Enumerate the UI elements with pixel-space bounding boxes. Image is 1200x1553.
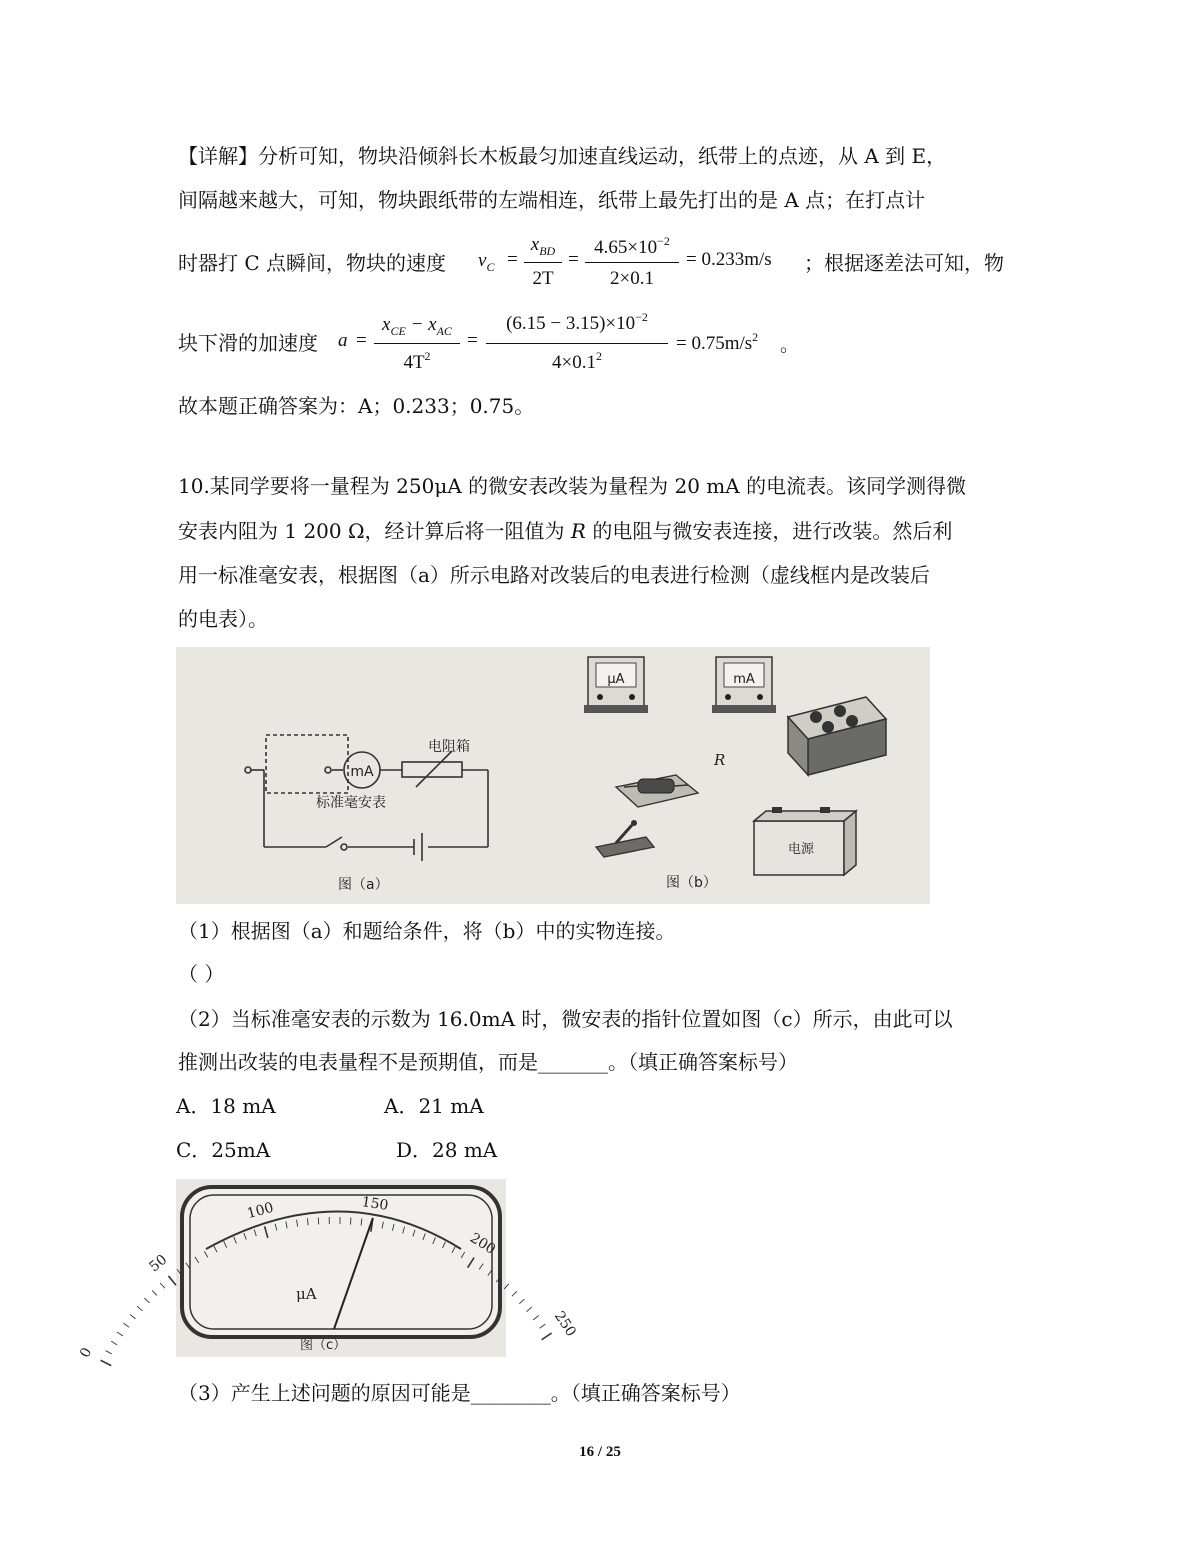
power-label: 电源 [788,842,815,857]
figure-ab-drawing [176,647,930,904]
resistance-box-device [788,697,886,775]
gauge-unit: μA [296,1285,317,1303]
gauge-tick [111,1341,117,1345]
explanation-line-3-pre: 时器打 C 点瞬间，物块的速度 [178,251,447,275]
gauge-tick [512,1291,517,1296]
accel-lhs: a [338,330,348,351]
ma-device-label: mA [733,672,755,687]
option-c: C．25mA [176,1138,271,1162]
gauge-tick [106,1351,112,1354]
r-label: R [714,751,726,769]
subquestion-2-line-1: （2）当标准毫安表的示数为 16.0mA 时，微安表的指针位置如图（c）所示，由此可以 [178,1007,953,1031]
vc-den-2: 2×0.1 [610,268,654,289]
question-10-line-2: 安表内阻为 1 200 Ω，经计算后将一阻值为 R 的电阻与微安表连接，进行改装。然后利 [178,519,953,543]
explanation-line-3-post: ；根据逐差法可知，物 [804,251,1004,275]
gauge-tick [101,1360,112,1365]
gauge-tick [542,1333,552,1340]
accel-num-1: $x_{CE} - x_{AC}$ [382,314,452,338]
option-a-2: A．21 mA [384,1094,484,1118]
caption-a: 图（a） [338,877,389,893]
gauge-tick [160,1283,165,1288]
gauge-tick [168,1276,176,1285]
page-number: 16 / 25 [579,1444,621,1460]
gauge-tick [504,1284,509,1289]
gauge-tick [519,1299,524,1304]
gauge-tick [152,1290,157,1295]
gauge-tick [117,1332,123,1336]
gauge-tick-label: 0 [77,1345,96,1361]
explanation-line-4-pre: 块下滑的加速度 [178,331,318,355]
explanation-line-1: 【详解】分析可知，物块沿倾斜长木板最匀加速直线运动，纸带上的点迹，从 A 到 E， [178,144,947,168]
subquestion-1-text: （1）根据图（a）和题给条件，将（b）中的实物连接。 [178,919,676,943]
vc-num-1: $x_{BD}$ [530,234,556,258]
gauge-tick-label: 150 [360,1194,390,1214]
accel-den-2: $4\times 0.1^2$ [552,349,602,373]
caption-b: 图（b） [666,875,717,891]
resistor-device [616,775,698,807]
option-d: D．28 mA [396,1138,498,1162]
gauge-tick-label: 100 [245,1199,276,1223]
gauge-tick [137,1306,142,1311]
accel-num-2: $(6.15 - 3.15)\times 10^{-2}$ [506,310,648,334]
gauge-tick [540,1324,546,1328]
gauge-tick-label: 250 [550,1308,579,1340]
vc-result: = 0.233m/s [686,249,772,270]
gauge-tick [130,1315,135,1319]
option-a-1: A．18 mA [176,1094,276,1118]
figure-ab [176,647,930,904]
resistance-box-label: 电阻箱 [428,739,470,755]
gauge-tick [144,1298,149,1303]
gauge-tick-label: 50 [146,1251,171,1276]
gauge-tick [123,1323,129,1327]
vc-lhs: $v_C$ [478,250,495,274]
question-10-line-3: 用一标准毫安表，根据图（a）所示电路对改装后的电表进行检测（虚线框内是改装后 [178,563,930,587]
figure-c [77,1179,579,1361]
caption-c: 图（c） [300,1338,347,1353]
subquestion-2-line-2: 推测出改装的电表量程不是预期值，而是_______。（填正确答案标号） [178,1050,798,1074]
accel-result: = $0.75m/s^2$ [676,330,759,354]
gauge-tick [526,1307,531,1312]
switch-device [596,820,654,857]
gauge-tick [533,1315,538,1319]
power-supply-device [754,807,856,875]
explanation-line-2: 间隔越来越大，可知，物块跟纸带的左端相连，纸带上最先打出的是 A 点；在打点计 [178,188,926,212]
explanation-answer: 故本题正确答案为：A；0.233；0.75。 [178,394,535,418]
subquestion-3-text: （3）产生上述问题的原因可能是________。（填正确答案标号） [178,1381,741,1405]
accel-den-1: $4T^2$ [403,349,431,373]
standard-meter-label: 标准毫安表 [316,795,386,811]
vc-den-1: 2T [532,268,554,289]
subquestion-1-blank: （ ） [178,962,225,986]
ma-meter-label: mA [350,764,374,780]
question-10-line-1: 10.某同学要将一量程为 250μA 的微安表改装为量程为 20 mA 的电流表。该同学测得微 [178,474,967,498]
question-10-line-4: 的电表）。 [178,607,268,631]
ua-device-label: μA [607,672,625,687]
vc-num-2: $4.65\times 10^{-2}$ [594,234,670,258]
gauge-tick-label: 200 [467,1230,499,1258]
microammeter-gauge [77,1179,579,1361]
